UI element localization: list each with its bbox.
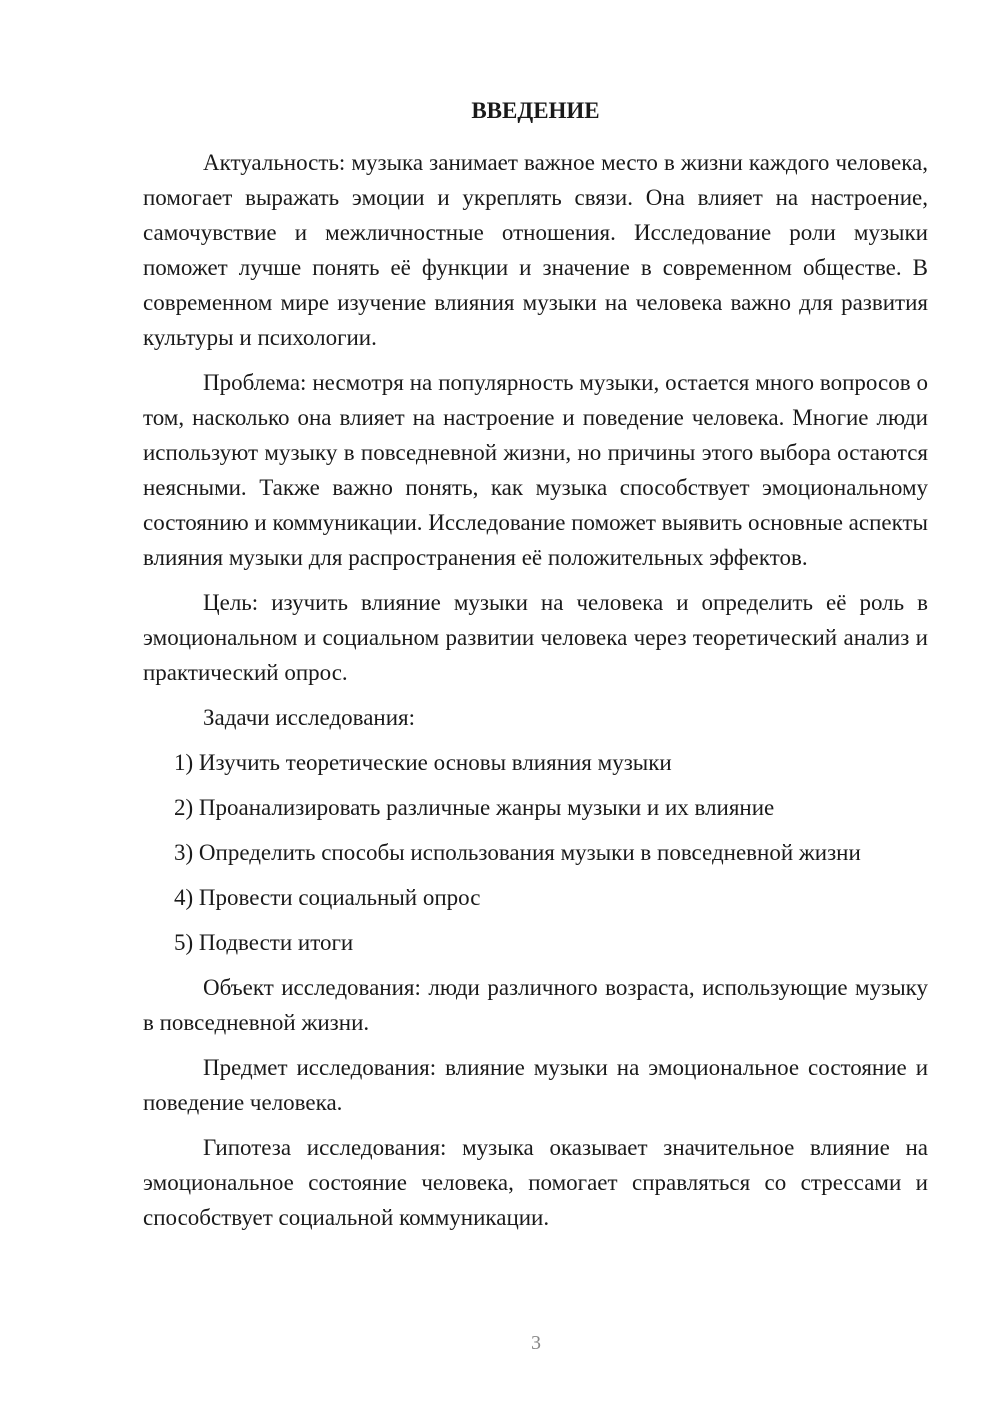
- paragraph-hypothesis: Гипотеза исследования: музыка оказывает значительное влияние на эмоциональное состояние человека, помогает справляться со стрессами и способствует социальной коммуникации.: [143, 1135, 928, 1230]
- paragraph-goal: Цель: изучить влияние музыки на человека и определить её роль в эмоциональном и социальном развитии человека через теоретический анализ и практический опрос.: [143, 590, 928, 685]
- section-heading: ВВЕДЕНИЕ: [471, 98, 600, 123]
- paragraph-object: Объект исследования: люди различного возраста, использующие музыку в повседневной жизни.: [143, 975, 928, 1035]
- paragraph-problem: Проблема: несмотря на популярность музыки, остается много вопросов о том, насколько она влияет на настроение и поведение человека. Многие люди используют музыку в повседневной жизни, но причины этого выбора остаются неясными. Также важно понять, как музыка способствует эмоциональному состоянию и коммуникации. Исследование поможет выявить основные аспекты влияния музыки для распространения её положительных эффектов.: [143, 370, 928, 570]
- list-item: 3) Определить способы использования музыки в повседневной жизни: [174, 840, 861, 865]
- page-number: 3: [531, 1332, 541, 1354]
- list-item: 2) Проанализировать различные жанры музыки и их влияние: [174, 795, 775, 820]
- list-item: 4) Провести социальный опрос: [174, 885, 481, 910]
- page-content: [143, 93, 928, 1245]
- list-item: 5) Подвести итоги: [174, 930, 354, 955]
- tasks-list: [143, 745, 928, 960]
- paragraph-relevance: Актуальность: музыка занимает важное место в жизни каждого человека, помогает выражать эмоции и укреплять связи. Она влияет на настроение, самочувствие и межличностные отношения. Исследование роли музыки поможет лучше понять её функции и значение в современном обществе. В современном мире изучение влияния музыки на человека важно для развития культуры и психологии.: [143, 150, 928, 350]
- paragraph-subject: Предмет исследования: влияние музыки на эмоциональное состояние и поведение человека.: [143, 1055, 928, 1115]
- tasks-heading: Задачи исследования:: [203, 705, 416, 730]
- list-item: 1) Изучить теоретические основы влияния музыки: [174, 750, 672, 775]
